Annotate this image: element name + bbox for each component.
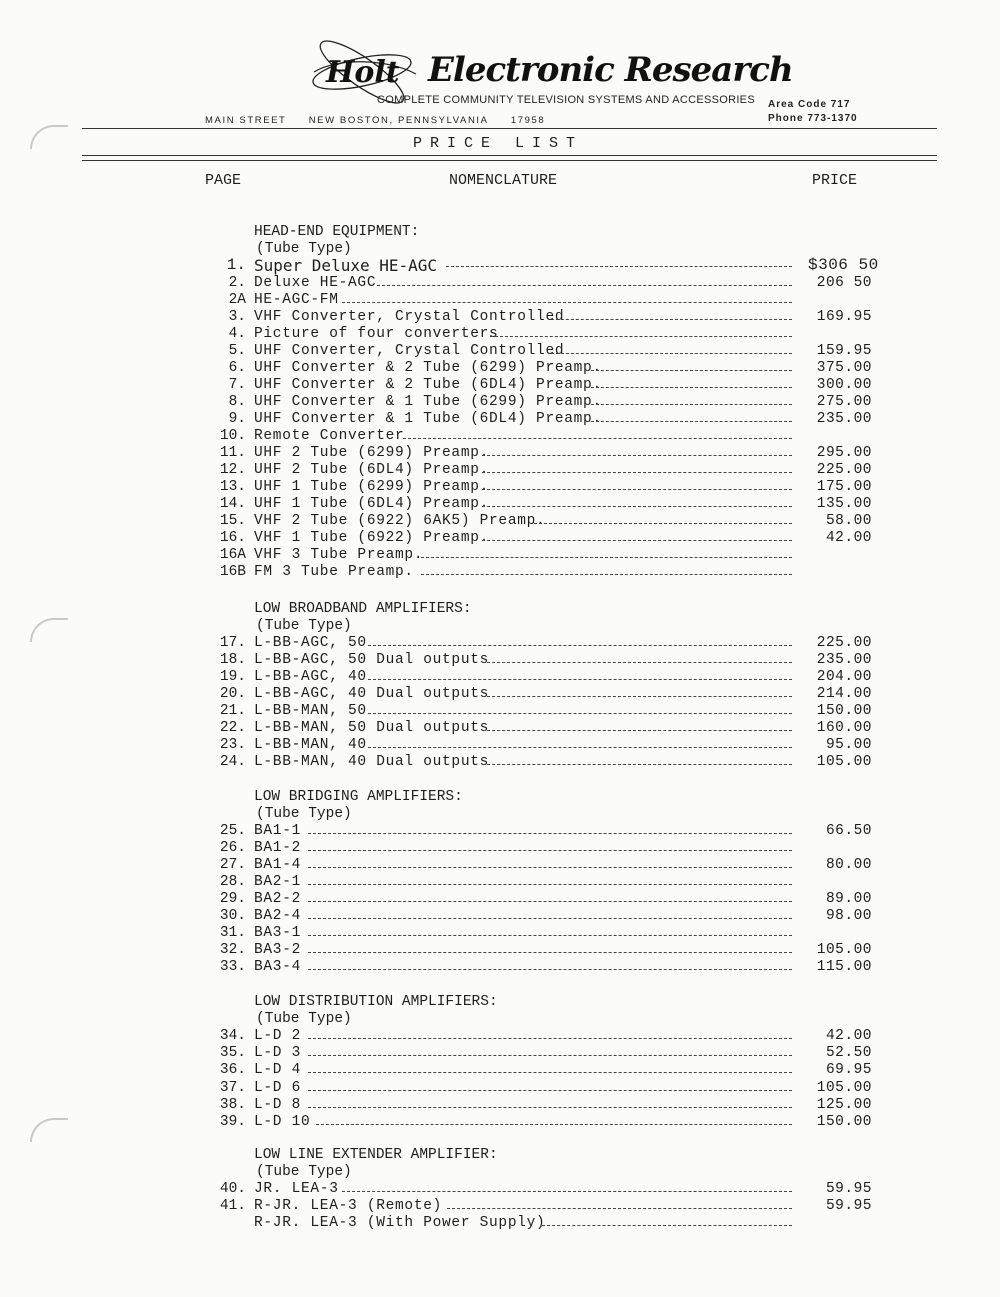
item-number: 37. (219, 1079, 246, 1096)
dotted-leader (308, 935, 793, 936)
item-price: 214.00 (816, 686, 872, 702)
item-price: 150.00 (816, 703, 872, 719)
item-name: BA2-4 (254, 908, 302, 924)
column-header-price: PRICE (812, 172, 858, 189)
item-price: 275.00 (816, 394, 872, 410)
section-title: HEAD-END EQUIPMENT: (254, 224, 420, 240)
dotted-leader (421, 574, 792, 575)
dotted-leader (316, 1124, 792, 1125)
item-number: 2. (228, 275, 246, 291)
item-name: VHF 3 Tube Preamp. (254, 547, 424, 563)
item-name: Picture of four converters (254, 326, 499, 342)
item-name: FM 3 Tube Preamp. (254, 564, 414, 580)
dotted-leader (482, 730, 793, 731)
item-number: 41. (219, 1198, 246, 1215)
item-number: 30. (219, 908, 246, 924)
item-number: 12. (219, 462, 246, 478)
item-number: 11. (219, 445, 246, 461)
address-zip: 17958 (510, 115, 546, 126)
item-name: L-BB-AGC, 50 Dual outputs (254, 652, 490, 668)
binder-hole-top (30, 125, 68, 149)
item-price: 80.00 (825, 857, 872, 873)
item-number: 15. (219, 513, 246, 529)
item-price: 105.00 (816, 942, 872, 958)
dotted-leader (482, 696, 793, 697)
item-number: 26. (219, 840, 246, 856)
phone-number: Phone 773-1370 (768, 113, 858, 124)
section-subtitle: (Tube Type) (256, 806, 352, 822)
item-name: R-JR. LEA-3 (With Power Supply) (254, 1215, 546, 1232)
binder-hole-bottom (30, 1118, 68, 1142)
item-price: 59.95 (825, 1198, 872, 1215)
item-name: UHF 1 Tube (6DL4) Preamp. (254, 496, 490, 512)
item-number: 21. (219, 703, 246, 719)
dotted-leader (342, 1191, 792, 1192)
item-price: 235.00 (816, 411, 872, 427)
item-name: L-BB-AGC, 40 (254, 669, 367, 685)
section-title: LOW LINE EXTENDER AMPLIFIER: (254, 1147, 498, 1163)
company-tagline: COMPLETE COMMUNITY TELEVISION SYSTEMS AND ACCESSORIES (377, 94, 755, 106)
document-title: PRICE LIST (413, 135, 584, 152)
item-name: L-D 10 (254, 1114, 311, 1130)
item-name: L-BB-AGC, 40 Dual outputs (254, 686, 490, 702)
item-price: 42.00 (825, 1028, 872, 1044)
item-price: 115.00 (816, 959, 872, 975)
company-address (205, 115, 563, 126)
dotted-leader (551, 353, 792, 354)
dotted-leader (308, 1090, 793, 1091)
dotted-leader (308, 833, 793, 834)
item-price: 125.00 (816, 1096, 872, 1113)
section-title: LOW DISTRIBUTION AMPLIFIERS: (254, 994, 498, 1010)
item-number: 34. (219, 1028, 246, 1044)
item-name: Super Deluxe HE-AGC (254, 256, 438, 275)
item-number: 20. (219, 686, 246, 702)
item-name: BA3-2 (254, 942, 302, 958)
item-name: L-BB-AGC, 50 (254, 635, 367, 651)
item-number: 6. (228, 360, 246, 376)
item-number: 29. (219, 891, 246, 907)
dotted-leader (586, 404, 792, 405)
item-number: 3. (228, 309, 246, 325)
item-name: BA1-4 (254, 857, 302, 873)
dotted-leader (308, 918, 793, 919)
item-price: 204.00 (816, 669, 872, 685)
item-price: 160.00 (816, 720, 872, 736)
item-number: 8. (228, 394, 246, 410)
item-name: BA1-1 (254, 823, 302, 839)
address-street: MAIN STREET (205, 115, 287, 126)
item-price: 59.95 (825, 1181, 872, 1197)
item-price: 225.00 (816, 462, 872, 478)
item-price: 98.00 (825, 908, 872, 924)
dotted-leader (551, 319, 792, 320)
item-number: 28. (219, 874, 246, 890)
item-number: 24. (219, 754, 246, 770)
dotted-leader (368, 645, 792, 646)
item-number: 16B (219, 564, 246, 580)
item-price: 95.00 (825, 737, 872, 753)
item-name: UHF Converter & 2 Tube (6299) Preamp. (254, 360, 602, 376)
item-number: 25. (219, 823, 246, 839)
address-city: NEW BOSTON, PENNSYLVANIA (308, 115, 489, 126)
section-subtitle: (Tube Type) (256, 1011, 352, 1027)
dotted-leader (542, 1225, 792, 1226)
item-name: L-BB-MAN, 40 Dual outputs (254, 754, 490, 770)
item-number: 9. (228, 411, 246, 427)
dotted-leader (368, 679, 792, 680)
item-name: L-D 8 (254, 1096, 302, 1113)
item-price: 175.00 (816, 479, 872, 495)
dotted-leader (482, 764, 793, 765)
dotted-leader (377, 285, 792, 286)
item-number: 4. (228, 326, 246, 342)
dotted-leader (308, 969, 793, 970)
dotted-leader (482, 489, 793, 490)
item-price: 206 50 (816, 275, 872, 291)
dotted-leader (482, 662, 793, 663)
item-name: UHF Converter, Crystal Controlled (254, 343, 565, 359)
item-name: UHF 2 Tube (6DL4) Preamp. (254, 462, 490, 478)
binder-hole-middle (30, 618, 68, 642)
item-name: BA3-4 (254, 959, 302, 975)
dotted-leader (308, 1107, 793, 1108)
item-name: BA2-2 (254, 891, 302, 907)
column-header-nomenclature: NOMENCLATURE (449, 172, 558, 189)
section-title: LOW BRIDGING AMPLIFIERS: (254, 789, 463, 805)
item-price: 169.95 (816, 309, 872, 325)
item-price: 69.95 (825, 1062, 872, 1079)
item-number: 35. (219, 1045, 246, 1062)
item-number: 19. (219, 669, 246, 685)
area-code: Area Code 717 (768, 99, 851, 110)
dotted-leader (490, 336, 792, 337)
column-header-page: PAGE (205, 172, 242, 189)
item-price: 159.95 (816, 343, 872, 359)
item-number: 39. (219, 1114, 246, 1130)
item-price: 300.00 (816, 377, 872, 393)
item-number: 23. (219, 737, 246, 753)
item-number: 16A (219, 547, 246, 563)
item-number: 17. (219, 635, 246, 651)
dotted-leader (308, 1072, 793, 1073)
item-price: 375.00 (816, 360, 872, 376)
item-name: UHF Converter & 1 Tube (6DL4) Preamp. (254, 411, 602, 427)
item-price: 105.00 (816, 754, 872, 770)
dotted-leader (308, 867, 793, 868)
dotted-leader (586, 370, 792, 371)
item-number: 40. (219, 1181, 246, 1197)
item-name: VHF 1 Tube (6922) Preamp. (254, 530, 490, 546)
header-rule (82, 128, 937, 129)
dotted-leader (421, 557, 792, 558)
section-subtitle: (Tube Type) (256, 618, 352, 634)
item-number: 27. (219, 857, 246, 873)
section-subtitle: (Tube Type) (256, 241, 352, 257)
item-price: 225.00 (816, 635, 872, 651)
item-price: 135.00 (816, 496, 872, 512)
item-name: VHF Converter, Crystal Controlled (254, 309, 565, 325)
dotted-leader (446, 266, 792, 267)
item-name: UHF 2 Tube (6299) Preamp. (254, 445, 490, 461)
dotted-leader (308, 884, 793, 885)
item-number: 16. (219, 530, 246, 546)
dotted-leader (586, 421, 792, 422)
item-price: $306 50 (808, 256, 879, 274)
item-price: 105.00 (816, 1079, 872, 1096)
section-subtitle: (Tube Type) (256, 1164, 352, 1180)
item-price: 66.50 (825, 823, 872, 839)
item-number: 5. (228, 343, 246, 359)
item-price: 42.00 (825, 530, 872, 546)
dotted-leader (534, 523, 792, 524)
item-price: 58.00 (825, 513, 872, 529)
dotted-leader (482, 540, 793, 541)
item-name: L-D 6 (254, 1079, 302, 1096)
item-name: Remote Converter (254, 428, 405, 444)
item-price: 235.00 (816, 652, 872, 668)
svg-text:Holt: Holt (326, 55, 400, 90)
item-price: 150.00 (816, 1114, 872, 1130)
dotted-leader (308, 850, 793, 851)
dotted-leader (308, 952, 793, 953)
dotted-leader (308, 901, 793, 902)
item-name: BA2-1 (254, 874, 302, 890)
dotted-leader (308, 1038, 793, 1039)
item-price: 295.00 (816, 445, 872, 461)
item-number: 14. (219, 496, 246, 512)
dotted-leader (368, 747, 792, 748)
item-number: 38. (219, 1096, 246, 1113)
item-number: 32. (219, 942, 246, 958)
item-number: 1. (226, 256, 246, 274)
item-number: 7. (228, 377, 246, 393)
dotted-leader (403, 438, 792, 439)
item-name: BA3-1 (254, 925, 302, 941)
item-name: L-BB-MAN, 50 (254, 703, 367, 719)
dotted-leader (308, 1055, 793, 1056)
item-name: JR. LEA-3 (254, 1181, 339, 1197)
dotted-leader (368, 713, 792, 714)
dotted-leader (482, 506, 793, 507)
item-number: 33. (219, 959, 246, 975)
item-number: 18. (219, 652, 246, 668)
item-name: VHF 2 Tube (6922) 6AK5) Preamp. (254, 513, 546, 529)
title-rule-upper (82, 155, 937, 156)
item-number: 36. (219, 1062, 246, 1079)
section-title: LOW BROADBAND AMPLIFIERS: (254, 601, 472, 617)
item-number: 2A (228, 292, 246, 308)
item-number: 22. (219, 720, 246, 736)
item-name: BA1-2 (254, 840, 302, 856)
item-name: HE-AGC-FM (254, 292, 339, 308)
item-number: 10. (219, 428, 246, 444)
title-rule-lower (82, 160, 937, 161)
dotted-leader (447, 1208, 792, 1209)
item-name: R-JR. LEA-3 (Remote) (254, 1198, 443, 1215)
item-name: Deluxe HE-AGC (254, 275, 377, 291)
item-name: UHF Converter & 1 Tube (6299) Preamp. (254, 394, 602, 410)
item-name: UHF 1 Tube (6299) Preamp. (254, 479, 490, 495)
item-name: L-BB-MAN, 40 (254, 737, 367, 753)
item-name: UHF Converter & 2 Tube (6DL4) Preamp. (254, 377, 602, 393)
dotted-leader (342, 302, 792, 303)
company-name: Electronic Research (428, 50, 793, 90)
item-name: L-BB-MAN, 50 Dual outputs (254, 720, 490, 736)
item-price: 52.50 (825, 1045, 872, 1062)
item-name: L-D 2 (254, 1028, 302, 1044)
dotted-leader (482, 455, 793, 456)
item-price: 89.00 (825, 891, 872, 907)
item-number: 31. (219, 925, 246, 941)
item-name: L-D 3 (254, 1045, 302, 1062)
dotted-leader (586, 387, 792, 388)
item-number: 13. (219, 479, 246, 495)
item-name: L-D 4 (254, 1062, 302, 1079)
dotted-leader (482, 472, 793, 473)
